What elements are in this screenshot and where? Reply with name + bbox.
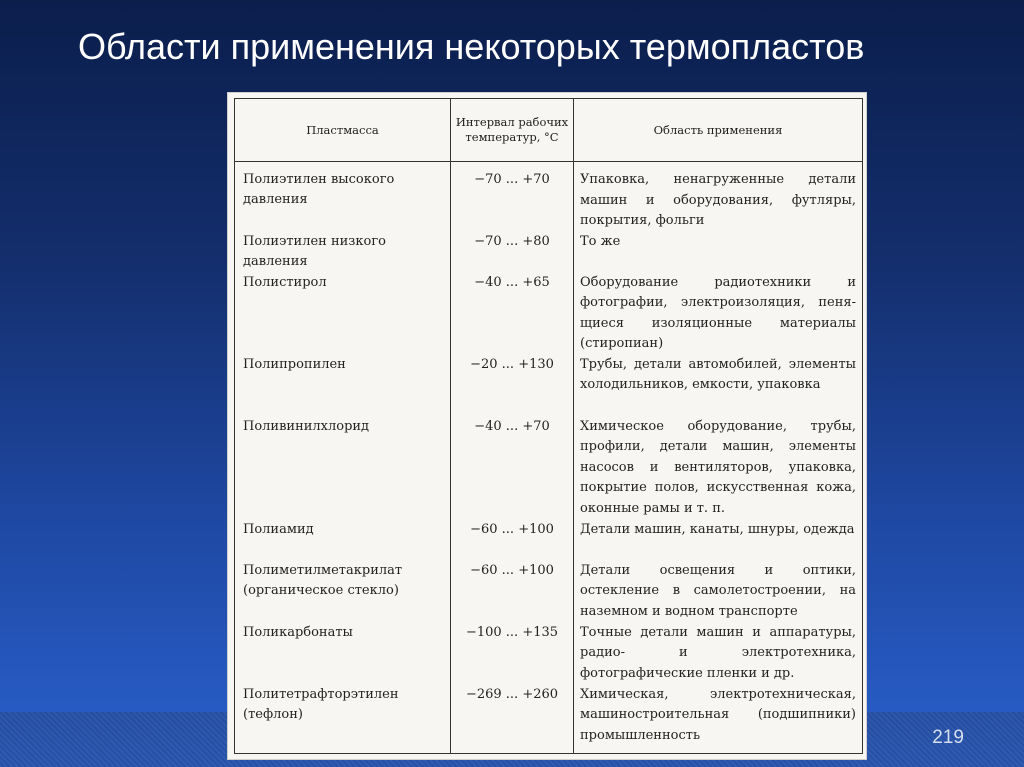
header-application: Область применения — [574, 99, 863, 162]
cell-range: −70 ... +70 — [451, 162, 574, 232]
table-row — [235, 561, 863, 623]
cell-plastic: Полипропилен — [235, 355, 451, 417]
cell-application: Точные детали машин и аппаратуры, радио- и электротехника, фотографические пленки и др. — [574, 623, 863, 685]
table-row — [235, 685, 863, 754]
cell-plastic: Полиэтилен высокого давления — [235, 162, 451, 232]
thermoplastics-table — [234, 98, 863, 754]
cell-plastic: Полистирол — [235, 273, 451, 355]
cell-plastic: Политетрафторэтилен (тефлон) — [235, 685, 451, 754]
table-scan — [227, 92, 867, 760]
cell-plastic: Полиметилметакрилат (органическое стекло) — [235, 561, 451, 623]
table-row — [235, 232, 863, 273]
cell-plastic: Поликарбонаты — [235, 623, 451, 685]
table-row — [235, 417, 863, 520]
cell-range: −20 ... +130 — [451, 355, 574, 417]
cell-plastic: Полиамид — [235, 520, 451, 561]
cell-range: −60 ... +100 — [451, 520, 574, 561]
cell-range: −269 ... +260 — [451, 685, 574, 754]
table-header-row — [235, 99, 863, 162]
table-row — [235, 273, 863, 355]
table-row — [235, 162, 863, 232]
cell-range: −40 ... +70 — [451, 417, 574, 520]
table-row — [235, 623, 863, 685]
header-temperature-range: Интервал рабочих температур, °С — [451, 99, 574, 162]
cell-application: Химическое оборудование, трубы, профили, детали машин, элементы насосов и вентиляторов, упаковка, покрытие полов, искусственная кожа, оконные рамы и т. п. — [574, 417, 863, 520]
cell-application: Оборудование радиотехники и фотографии, электроизоляция, пеня-щиеся изоляционные материалы (стиропиан) — [574, 273, 863, 355]
cell-range: −40 ... +65 — [451, 273, 574, 355]
cell-range: −70 ... +80 — [451, 232, 574, 273]
header-plastic: Пластмасса — [235, 99, 451, 162]
cell-application: Упаковка, ненагруженные детали машин и оборудования, футляры, покрытия, фольги — [574, 162, 863, 232]
cell-plastic: Поливинилхлорид — [235, 417, 451, 520]
table-row — [235, 355, 863, 417]
cell-range: −60 ... +100 — [451, 561, 574, 623]
cell-application: То же — [574, 232, 863, 273]
slide-title: Области применения некоторых термопластов — [78, 26, 865, 67]
cell-application: Детали освещения и оптики, остекление в самолетостроении, на наземном и водном транспорте — [574, 561, 863, 623]
cell-plastic: Полиэтилен низкого давления — [235, 232, 451, 273]
cell-application: Детали машин, канаты, шнуры, одежда — [574, 520, 863, 561]
cell-application: Химическая, электротехническая, машиностроительная (подшипники) промышленность — [574, 685, 863, 754]
cell-application: Трубы, детали автомобилей, элементы холодильников, емкости, упаковка — [574, 355, 863, 417]
page-number: 219 — [932, 727, 964, 748]
cell-range: −100 ... +135 — [451, 623, 574, 685]
table-row — [235, 520, 863, 561]
